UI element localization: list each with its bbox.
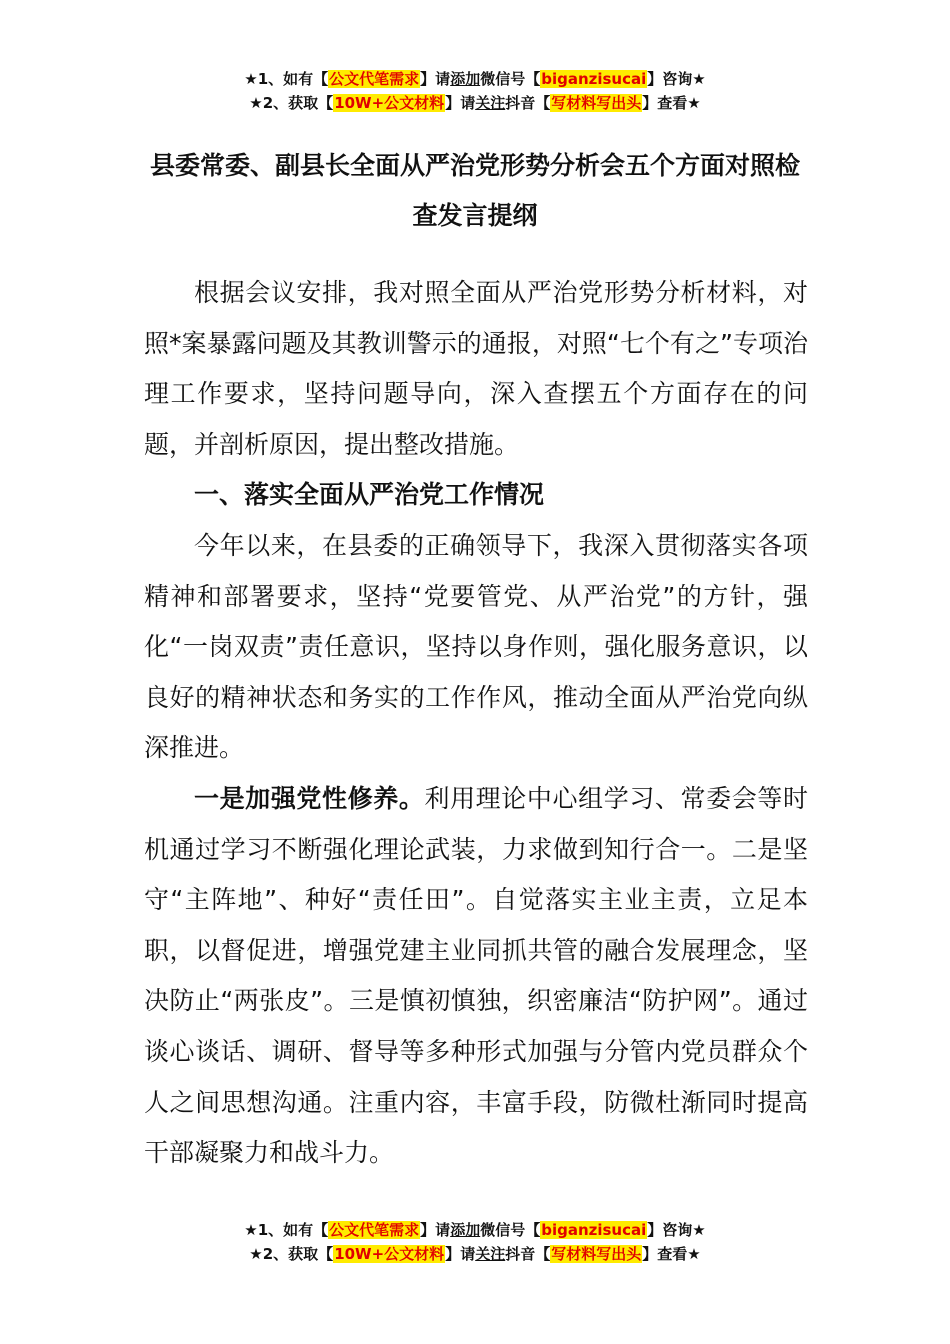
banner-text: ★2、获取【	[249, 1245, 334, 1263]
banner-text: ★2、获取【	[249, 94, 334, 112]
douyin-id: 写材料写出头	[551, 94, 642, 112]
banner-text: ★1、如有【	[244, 1221, 329, 1239]
body-paragraph: 今年以来，在县委的正确领导下，我深入贯彻落实各项精神和部署要求，坚持“党要管党、从严治党”的方针，强化“一岗双责”责任意识，坚持以身作则，强化服务意识，以良好的精神状态和务实的工作作风，推动全面从严治党向纵深推进。	[144, 530, 808, 763]
highlighted-text: 10W+公文材料	[334, 1245, 445, 1263]
banner-text: 】咨询★	[647, 70, 706, 88]
banner-line-2	[0, 91, 950, 115]
banner-text: 抖音【	[505, 1245, 551, 1263]
document-title: 县委常委、副县长全面从严治党形势分析会五个方面对照检查发言提纲	[149, 151, 800, 230]
banner-text: 】请	[420, 1221, 451, 1239]
banner-text: 】查看★	[642, 1245, 701, 1263]
banner-text: ★1、如有【	[244, 70, 329, 88]
banner-line-1	[0, 67, 950, 91]
banner-text: 】请	[445, 1245, 476, 1263]
footer-banner	[0, 1218, 950, 1266]
banner-text: 微信号【	[480, 70, 541, 88]
intro-paragraph: 根据会议安排，我对照全面从严治党形势分析材料，对照*案暴露问题及其教训警示的通报，对照“七个有之”专项治理工作要求，坚持问题导向，深入查摆五个方面存在的问题，并剖析原因，提出整改措施。	[144, 278, 808, 459]
banner-text: 】请	[445, 94, 476, 112]
document-body	[144, 268, 808, 1179]
paragraph-text: 利用理论中心组学习、常委会等时机通过学习不断强化理论武装，力求做到知行合一。二是坚守“主阵地”、种好“责任田”。自觉落实主业主责，立足本职，以督促进，增强党建主业同抓共管的融合发展理念，坚决防止“两张皮”。三是慎初慎独，织密廉洁“防护网”。通过谈心谈话、调研、督导等多种形式加强与分管内党员群众个人之间思想沟通。注重内容，丰富手段，防微杜渐同时提高干部凝聚力和战斗力。	[144, 783, 808, 1168]
douyin-id: 写材料写出头	[551, 1245, 642, 1263]
highlighted-text: 公文代笔需求	[329, 70, 420, 88]
banner-line-2	[0, 1242, 950, 1266]
banner-text: 】查看★	[642, 94, 701, 112]
wechat-id: biganzisucai	[541, 1221, 647, 1239]
banner-line-1	[0, 1218, 950, 1242]
banner-text: 微信号【	[480, 1221, 541, 1239]
banner-text: 】咨询★	[647, 1221, 706, 1239]
header-banner	[0, 67, 950, 115]
underlined-text: 关注	[475, 94, 506, 112]
highlighted-text: 公文代笔需求	[329, 1221, 420, 1239]
highlighted-text: 10W+公文材料	[334, 94, 445, 112]
banner-text: 】请	[420, 70, 451, 88]
underlined-text: 关注	[475, 1245, 506, 1263]
banner-text: 抖音【	[505, 94, 551, 112]
underlined-text: 添加	[450, 1221, 481, 1239]
paragraph-lead: 一是加强党性修养。	[194, 783, 425, 813]
underlined-text: 添加	[450, 70, 481, 88]
body-paragraph	[144, 774, 808, 1179]
section-heading: 一、落实全面从严治党工作情况	[194, 480, 545, 510]
wechat-id: biganzisucai	[541, 70, 647, 88]
